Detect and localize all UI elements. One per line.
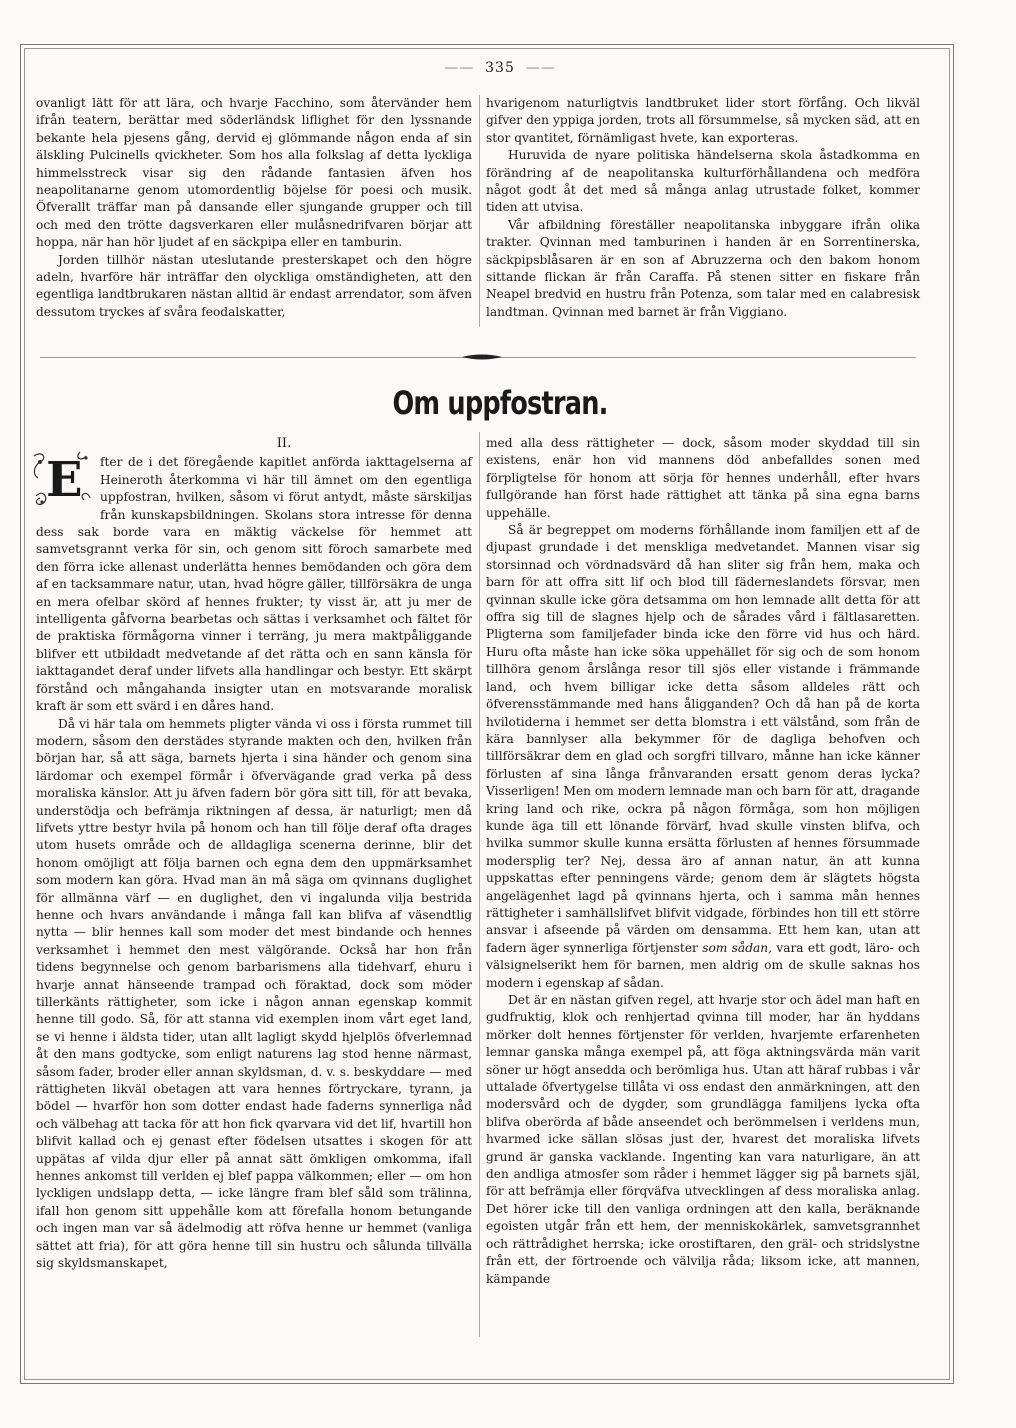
dropcap-letter: E: [46, 452, 83, 509]
paragraph: Då vi här tala om hemmets pligter vända vi oss i första rummet till modern, såsom den derstädes styrande makten och den, hvilken från början har, så att säga, barnets hjerta i sina händer och genom sina lärdomar och exempel förmår i öfvervägande grad verka på dess moraliska känslor. Att ju äfven fadern bör göra sitt till, för att bevaka, understödja och befrämja riktningen af dessa, är naturligt; men då lifvets yttre bestyr hvila på honom och han till följe deraf ofta drages utom husets område och de alldagliga scenerna derinne, blir det honom omöjligt att följa barnen och egna dem den uppmärksamhet som modern kan göra. Hvad man än må säga om qvinnans duglighet för allmänna värf — en duglighet, den vi ingalunda vilja bestrida henne och hvars användande i många fall kan blifva af väsendtlig nytta — blir hennes kall som moder det mest bindande och hennes verksamhet i hemmet den mest välgörande. Också har hon från tidens begynnelse och genom barbarismens alla tidehvarf, ehuru i hvarje annat hänseende trampad och föraktad, dock som möder tillerkänts rättigheter, som icke i någon annan egenskap kommit henne till godo. Så, för att stanna vid exemplen inom vårt eget land, se vi henne i äldsta tider, utan allt lagligt skydd hjelplös öfverlemnad åt den mans godtycke, som enligt naturens lag stod henne närmast, såsom fader, broder eller annan skyldsman, d. v. s. beskyddare — med rättigheten likväl obetagen att vara hennes förtryckare, tyrann, ja bödel — hvarför hon som dotter endast hade faderns synnerliga nåd och välbehag att tacka för att hon fick qvarvara vid det lif, hvartill hon blifvit kallad och ej genast efter födelsen utsattes i skogen för att uppätas af vilda djur eller på annat sätt ömkligen omkomma, ifall hennes ankomst till verlden ej blef pappa välkommen; eller — om hon lyckligen undslapp detta, — icke längre fram blef såld som trälinna, ifall hon genom sitt uppehålle kom att förefalla honom betungande och ingen man var så ädelmodig att röfva henne ur hemmet (vanliga sättet att fria), för att göra henne till sin hustru och sålunda tillvälla sig skyldsmanskapet,: [36, 716, 472, 1271]
paragraph: fter de i det föregående kapitlet anförda iakttagelserna af Heineroth återkomma vi här till ämnet om den egentliga uppfostran, hvilken, såsom vi förut antydt, måste särskiljas från kunskapsbildningen. Skolans stora intresse för denna dess sak borde vara en mäktig väckelse för hemmet att samvetsgrannt verka för sin, och genom sitt föroch samarbete med den förra icke allenast underlätta hennes bemödanden och göra dem af en tacksammare natur, utan, hvad högre gäller, tillförsäkra de unga en mera ofelbar skörd af hennes frukter; ty visst är, att ju mer de intelligenta gåfvorna bearbetas och sättas i verksamhet och fältet för de praktiska förmågorna vinner i terräng, ju mera maktpåliggande blifver ett utbildadt medvetande af det rätta och en sann känsla för iakttagandet deraf under lifvets alla handlingar och bestyr. Ett skärpt förstånd och mångahanda insigter utan en motsvarande moralisk kraft är som ett svärd i en dåres hand.: [36, 455, 472, 714]
page-number: —— 335 ——: [444, 60, 556, 76]
paragraph-text: vara ett godt, läro- och välsignelserikt hem för barnen, men aldrig om de skulle saknas hos modern i egenskap af sådan.: [486, 940, 921, 990]
top-right-column: [486, 95, 920, 321]
top-left-column: [36, 95, 472, 321]
article-title: Om uppfostran.: [392, 384, 608, 422]
column-divider: [479, 432, 480, 1337]
paragraph-text: Så är begreppet om moderns förhållande inom familjen ett af de djupast grundade i det menskliga medvetandet. Mannen visar sig storsinnad och vördnadsvärd då han sliter sig från hem, maka och barn för att offra sitt lif och blod till fäderneslandets försvar, men qvinnan skulle icke göra detsamma om hon lemnade allt detta för att offra sig till de slagnes hjelp och de sårades vård i fältlasaretten. Pligterna som familjefader binda icke den förre vid hus och härd. Huru ofta måste han icke söka uppehället för sig och de som honom tillhöra genom årslånga resor till sjös eller vistande i främmande land, och hvem billigar icke detta såsom alldeles rätt och öfverensstämmande med hans åligganden? Och då han på de korta hvilotiderna i hemmet ser detta blomstra i ett välstånd, som från de kära bannlyser alla bekymmer för de dagliga behofven och tillförsäkrar dem en glad och sorgfri tillvaro, månne han icke känner förlusten af sina långa frånvaranden ersatt genom deras lycka? Visserligen! Men om modern lemnade man och barn för att, dragande kring land och rike, ockra på någon förmåga, som hon möjligen kunde äga till ett lönande förvärf, hvad skulle vinsten blifva, och hvilka summor skulle kunna ersätta förlusten af hennes försummade modersplig ter? Nej, dessa äro af annan natur, än att kunna uppskattas efter penningens värde; genom dem är slägtets högsta angelägenhet lagd på qvinnans hjerta, och i samma mån hennes rättigheter i samhällslifvet blifvit vidgade, förbindes hon till ett större ansvar i afseende på värden om densamma. Ett hem kan, utan att fadern äger synnerliga förtjenster: [486, 523, 921, 955]
paragraph: Det är en nästan gifven regel, att hvarje stor och ädel man haft en gudfruktig, klok och renhjertad qvinna till moder, har än hyddans mörker dolt hennes förtjenster för verlden, hvarjemte erfarenheten lemnar ganska många exempel på, att föga aktningsvärda män varit söner ur högt ansedda och berömliga hus. Utan att häraf rubbas i vår uttalade öfvertygelse tillåta vi oss endast den anmärkningen, att den modersvård och de dygder, som grundlägga familjens lycka ofta blifva oberörda af både anseendet och berömmelsen i verldens mun, hvarmed icke sällan slösas just der, hvarest det moraliska lifvets grund är ganska vacklande. Ingenting kan vara naturligare, än att den andliga atmosfer som råder i hemmet lägger sig på barnets själ, för att befrämja eller förqväfva utvecklingen af dess moraliska anlag. Det hörer icke till den vanliga ordningen att den kalla, beräknande egoisten utgår från ett hem, der menniskokärlek, samvetsgrannhet och rättrådighet herrska; icke orostiftaren, den gräl- och stridslystne från ett, der förtroende och välvilja råda; liksom icke, att mannen, kämpande: [486, 993, 920, 1286]
paragraph: med alla dess rättigheter — dock, såsom moder skyddad till sin existens, enär hon vid mannens död anbefalldes sonen med förpligtelse för honom att sörja för hennes underhåll, efter hvars fullgörande han först hade rättighet att tänka på sina egna barns uppehälle.: [486, 436, 920, 520]
paragraph: Vår afbildning föreställer neapolitanska inbyggare ifrån olika trakter. Qvinnan med tamburinen i handen är en Sorrentinerska, säckpipsblåsaren är en son af Abruzzerna och den bakom honom sittande flickan är från Caraffa. På stenen sitter en fiskare från Neapel bredvid en hustru från Potenza, som talar med en calabresisk landtman. Qvinnan med barnet är från Viggiano.: [486, 217, 920, 319]
emphasis-text: som sådan,: [702, 940, 772, 955]
paragraph: Jorden tillhör nästan uteslutande presterskapet och den högre adeln, hvarföre här inträffar den olyckliga omständigheten, att den egentliga landtbrukaren nästan alltid är endast arrendator, som äfven dessutom tryckes af svåra feodalskatter,: [36, 252, 472, 319]
paragraph: Huruvida de nyare politiska händelserna skola åstadkomma en förändring af de neapolitanska kulturförhållandena och medföra något godt åt det med så många anlag utrustade folket, kommer tiden att utvisa.: [486, 148, 920, 215]
section-number: II.: [276, 436, 292, 451]
paragraph: [486, 522, 920, 992]
page-number-value: 335: [485, 60, 515, 76]
article-right-column: [486, 435, 920, 1288]
paragraph: ovanligt lätt för att lära, och hvarje Facchino, som återvänder hem ifrån teatern, berättar med söderländsk liflighet för den lyssnande bekante hela pjesens gång, dervid ej glömmande någon enda af sin älskling Pulcinells qvickheter. Som hos alla folkslag af detta lyckliga himmelsstreck visar sig den rådande fantasien äfven hos neapolitanarne genom utomordentlig böjelse för poesi och musik. Öfverallt träffar man på dansande eller sjungande grupper och till och med den trötte dagsverkaren eller mulåsnedrifvaren börjar att hoppa, när han hör ljudet af en säckpipa eller en tamburin.: [36, 96, 472, 250]
decorative-initial: [30, 448, 94, 510]
paragraph: hvarigenom naturligtvis landtbruket lider stort förfång. Och likväl gifver den yppiga jorden, trots all försummelse, så mycken säd, att en stor qvantitet, förnämligast hvete, kan exporteras.: [486, 96, 920, 145]
article-left-column: [36, 435, 472, 1273]
separator-ornament-icon: [462, 352, 502, 362]
column-divider: [479, 95, 480, 327]
